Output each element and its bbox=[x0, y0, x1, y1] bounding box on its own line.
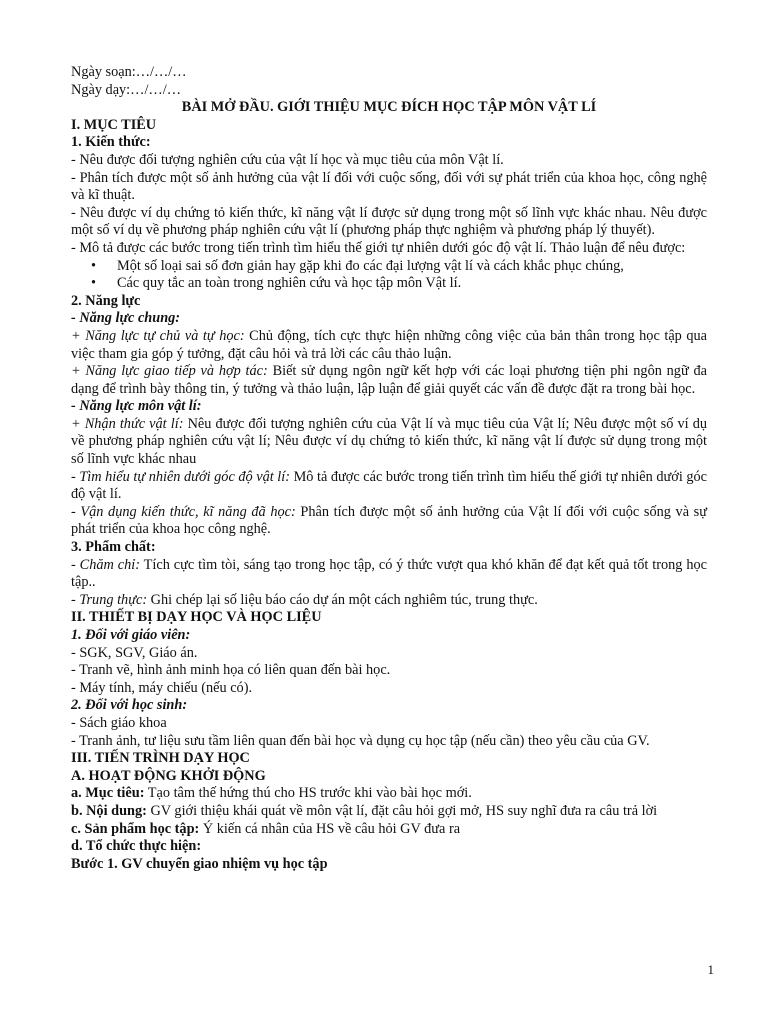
item-label: - Tìm hiểu tự nhiên dưới góc độ vật lí: bbox=[71, 468, 290, 485]
item-label: + Năng lực tự chủ và tự học: bbox=[71, 327, 245, 344]
subheading-pham-chat: 3. Phẩm chất: bbox=[71, 539, 156, 556]
subheading-nang-luc: 2. Năng lực bbox=[71, 292, 141, 309]
nang-luc-chung-heading: - Năng lực chung: bbox=[71, 310, 181, 327]
kien-thuc-line: - Nêu được ví dụ chứng tỏ kiến thức, kĩ năng vật lí được sử dụng trong một số lĩnh vực khác nhau. Nêu được một số ví dụ về phương pháp nghiên cứu vật lí (phương pháp thực nghiệm và phương pháp lý thuyết). bbox=[71, 204, 707, 239]
item-text: Ý kiến cá nhân của HS về câu hỏi GV đưa ra bbox=[199, 820, 461, 837]
tien-trinh-item bbox=[71, 803, 707, 821]
bullet-item bbox=[71, 275, 707, 293]
section-heading-muc-tieu: I. MỤC TIÊU bbox=[71, 116, 157, 133]
item-text: Biết sử dụng ngôn ngữ kết hợp với các loại phương tiện phi ngôn ngữ đa dạng để trình bày thông tin, ý tưởng và thảo luận, lập luận để giải quyết các vấn đề được đặt ra trong bài học. bbox=[71, 363, 707, 397]
tien-trinh-item bbox=[71, 838, 707, 856]
giao-vien-heading: 1. Đối với giáo viên: bbox=[71, 627, 191, 643]
nang-luc-mon-heading: - Năng lực môn vật lí: bbox=[71, 398, 202, 415]
nang-luc-item bbox=[71, 416, 707, 469]
item-text: Phân tích được một số ảnh hưởng của Vật lí đối với cuộc sống và sự phát triển của khoa học công nghệ. bbox=[71, 503, 707, 538]
lesson-title: BÀI MỞ ĐẦU. GIỚI THIỆU MỤC ĐÍCH HỌC TẬP MÔN VẬT LÍ bbox=[181, 99, 597, 116]
item-label: d. Tổ chức thực hiện: bbox=[71, 838, 202, 855]
item-label: + Năng lực giao tiếp và hợp tác: bbox=[71, 363, 268, 380]
hoc-sinh-heading: 2. Đối với học sinh: bbox=[71, 697, 188, 714]
bullet-text: Các quy tắc an toàn trong nghiên cứu và học tập môn Vật lí. bbox=[117, 275, 462, 292]
page-number: 1 bbox=[707, 962, 714, 977]
subheading-kien-thuc: 1. Kiến thức: bbox=[71, 134, 151, 151]
item-text: Nêu được đối tượng nghiên cứu của Vật lí và mục tiêu của Vật lí; Nêu được một số ví dụ về phương pháp nghiên cứu vật lí; Nêu được ví dụ chứng tỏ kiến thức, kĩ năng vật lí được sử dụng trong một số lĩnh vực khác nhau bbox=[71, 415, 707, 468]
giao-vien-item: - Tranh vẽ, hình ảnh minh họa có liên quan đến bài học. bbox=[71, 662, 391, 679]
item-text: Mô tả được các bước trong tiến trình tìm hiểu thế giới tự nhiên dưới góc độ vật lí. bbox=[71, 468, 708, 503]
item-text: Tích cực tìm tòi, sáng tạo trong học tập, có ý thức vượt qua khó khăn để đạt kết quả tốt trong học tập.. bbox=[71, 556, 707, 591]
tien-trinh-item bbox=[71, 785, 707, 803]
kien-thuc-bullet-list bbox=[71, 258, 707, 293]
kien-thuc-line: - Mô tả được các bước trong tiến trình tìm hiểu thế giới tự nhiên dưới góc độ vật lí. Thảo luận để nêu được: bbox=[71, 239, 686, 256]
item-text: GV giới thiệu khái quát về môn vật lí, đặt câu hỏi gợi mở, HS suy nghĩ đưa ra câu trả lời bbox=[146, 802, 658, 819]
item-label: b. Nội dung: bbox=[71, 802, 147, 819]
bullet-dot-icon: • bbox=[91, 257, 97, 274]
item-text: Chủ động, tích cực thực hiện những công việc của bản thân trong học tập qua việc tham gia góp ý tưởng, đặt câu hỏi và trả lời các câu thảo luận. bbox=[71, 327, 707, 362]
item-label: - Vận dụng kiến thức, kĩ năng đã học: bbox=[71, 503, 296, 520]
document-body bbox=[71, 64, 707, 873]
bullet-dot-icon: • bbox=[91, 275, 97, 292]
hoc-sinh-item: - Sách giáo khoa bbox=[71, 714, 167, 731]
nang-luc-item bbox=[71, 328, 707, 363]
nang-luc-item bbox=[71, 363, 707, 398]
item-label: - Chăm chỉ: bbox=[71, 556, 140, 573]
ngay-day: Ngày dạy:…/…/… bbox=[71, 81, 181, 98]
bullet-text: Một số loại sai số đơn giản hay gặp khi đo các đại lượng vật lí và cách khắc phục chúng, bbox=[117, 257, 624, 274]
kien-thuc-line: - Nêu được đối tượng nghiên cứu của vật lí học và mục tiêu của môn Vật lí. bbox=[71, 151, 504, 168]
item-text: Tạo tâm thế hứng thú cho HS trước khi vào bài học mới. bbox=[144, 785, 472, 802]
item-text: Ghi chép lại số liệu báo cáo dự án một cách nghiêm túc, trung thực. bbox=[147, 591, 538, 608]
tien-trinh-item bbox=[71, 821, 707, 839]
pham-chat-item bbox=[71, 557, 707, 592]
ngay-soan: Ngày soạn:…/…/… bbox=[71, 64, 187, 80]
item-label: + Nhận thức vật lí: bbox=[71, 415, 184, 432]
kien-thuc-line: - Phân tích được một số ảnh hưởng của vật lí đối với cuộc sống, đối với sự phát triển của khoa học, công nghệ và kĩ thuật. bbox=[71, 169, 707, 204]
hoc-sinh-item: - Tranh ảnh, tư liệu sưu tầm liên quan đến bài học và dụng cụ học tập (nếu cần) theo yêu cầu của GV. bbox=[71, 732, 650, 749]
item-label: - Trung thực: bbox=[71, 591, 148, 608]
nang-luc-item bbox=[71, 504, 707, 539]
item-label: a. Mục tiêu: bbox=[71, 785, 145, 802]
item-label: c. Sản phẩm học tập: bbox=[71, 820, 200, 837]
giao-vien-item: - Máy tính, máy chiếu (nếu có). bbox=[71, 679, 253, 696]
nang-luc-item bbox=[71, 469, 707, 504]
section-heading-thiet-bi: II. THIẾT BỊ DẠY HỌC VÀ HỌC LIỆU bbox=[71, 609, 322, 626]
giao-vien-item: - SGK, SGV, Giáo án. bbox=[71, 644, 198, 661]
hoat-dong-khoi-dong-heading: A. HOẠT ĐỘNG KHỞI ĐỘNG bbox=[71, 767, 266, 784]
pham-chat-item bbox=[71, 592, 707, 610]
buoc-1-heading: Bước 1. GV chuyển giao nhiệm vụ học tập bbox=[71, 855, 328, 872]
bullet-item bbox=[71, 258, 707, 276]
section-heading-tien-trinh: III. TIẾN TRÌNH DẠY HỌC bbox=[71, 750, 250, 767]
